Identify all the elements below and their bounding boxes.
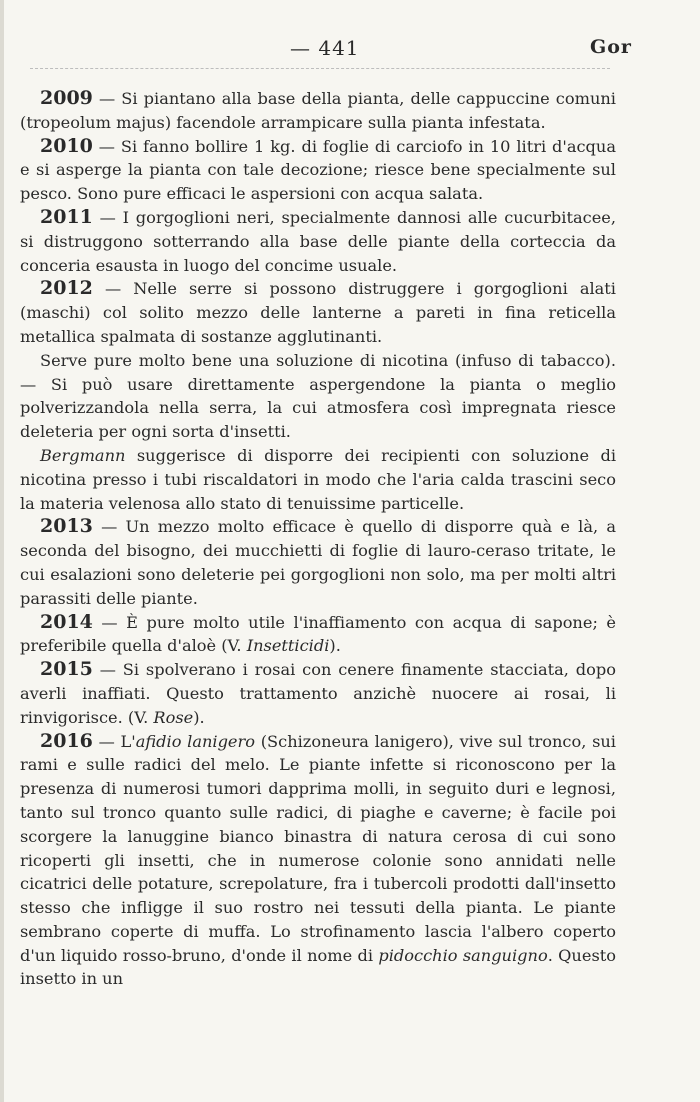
paragraph-text: Serve pure molto bene una soluzione di nicotina (infuso di tabacco). — Si può usare direttamente aspergendone la pianta o meglio polverizzandola nella serra, la cui atmosfera così impregnata riesce deleteria per ogni sorta d'insetti. <box>20 350 616 442</box>
entry-2012 <box>20 277 616 348</box>
entry-text: — L' <box>92 731 136 751</box>
entry-text: — Si piantano alla base della pianta, delle cappuccine comuni (tropeolum majus) facendole arrampicare sulla pianta infestata. <box>20 89 616 132</box>
page-number: — 441 <box>290 36 360 60</box>
entry-number: 2011 <box>40 205 93 228</box>
entry-2014 <box>20 611 616 659</box>
entry-text: — I gorgoglioni neri, specialmente dannosi alle cucurbitacee, si distruggono sotterrando alla base delle piante della corteccia da conceria esausta in luogo del concime usuale. <box>20 207 616 275</box>
header-rule <box>30 68 610 69</box>
entry-text: — Si spolverano i rosai con cenere finamente stacciata, dopo averli inaffiati. Questo trattamento anzichè nuocere ai rosai, li rinvigorisce. (V. <box>20 660 616 727</box>
species-name: afidio lanigero <box>135 731 256 751</box>
entry-text-end: ). <box>193 707 205 727</box>
author-name: Bergmann <box>40 445 126 465</box>
entry-2011 <box>20 206 616 277</box>
page-edge-shadow <box>0 0 4 1102</box>
entry-2013 <box>20 515 616 610</box>
entry-number: 2016 <box>40 729 93 752</box>
entry-text: — Si fanno bollire 1 kg. di foglie di carciofo in 10 litri d'acqua e si asperge la pianta con tale decozione; riesce bene specialmente sul pesco. Sono pure efficaci le aspersioni con acqua salata. <box>20 136 616 204</box>
cross-reference: Insetticidi <box>246 636 330 656</box>
paragraph-bergmann <box>20 444 616 515</box>
entry-number: 2010 <box>40 134 93 157</box>
entry-2010 <box>20 135 616 206</box>
entry-number: 2015 <box>40 658 93 681</box>
entry-text-middle: (Schizoneura lanigero), vive sul tronco, sui rami e sulle radici del melo. Le piante infette si riconoscono per la presenza di numerosi tumori dapprima molli, in seguito duri e legnosi, tanto sul tronco quanto sulle radici, di piaghe e caverne; è facile poi scorgere la lanuggine bianco binastra di natura cerosa di cui sono ricoperti gli insetti, che in numerose colonie sono annidati nelle cicatrici delle potature, screpolature, fra i tubercoli prodotti dall'insetto stesso che infligge il suo rostro nei tessuti della pianta. Le piante sembrano coperte di muffa. Lo strofinamento lascia l'albero coperto d'un liquido rosso-bruno, d'onde il nome di <box>20 731 616 965</box>
entry-text: — Nelle serre si possono distruggere i gorgoglioni alati (maschi) col solito mezzo delle lanterne a pareti in fina reticella metallica spalmata di sostanze agglutinanti. <box>20 279 616 346</box>
paragraph-text: suggerisce di disporre dei recipienti con soluzione di nicotina presso i tubi riscaldatori in modo che l'aria calda trascini seco la materia velenosa allo stato di tenuissime particelle. <box>20 445 616 513</box>
entry-text-end: . Questo insetto in un <box>20 945 616 989</box>
entry-text: — Un mezzo molto efficace è quello di disporre quà e là, a seconda del bisogno, dei mucchietti di foglie di lauro-ceraso tritate, le cui esalazioni sono deleterie pei gorgoglioni non solo, ma per molti altri parassiti delle piante. <box>20 517 616 608</box>
running-head: Gor <box>590 36 632 58</box>
entry-2009 <box>20 87 616 135</box>
entry-2015 <box>20 658 616 729</box>
common-name: pidocchio sanguigno <box>378 945 548 965</box>
entry-number: 2014 <box>40 610 93 633</box>
body-text <box>20 87 616 991</box>
entry-number: 2009 <box>40 87 93 109</box>
entry-2016 <box>20 730 616 992</box>
entry-text: — È pure molto utile l'inaffiamento con acqua di sapone; è preferibile quella d'aloè (V. <box>20 612 616 656</box>
cross-reference: Rose <box>153 707 194 727</box>
page-header <box>20 36 632 62</box>
entry-number: 2012 <box>40 277 93 300</box>
paragraph-nicotina <box>20 349 616 444</box>
entry-text-end: ). <box>329 636 341 656</box>
entry-number: 2013 <box>40 515 93 538</box>
